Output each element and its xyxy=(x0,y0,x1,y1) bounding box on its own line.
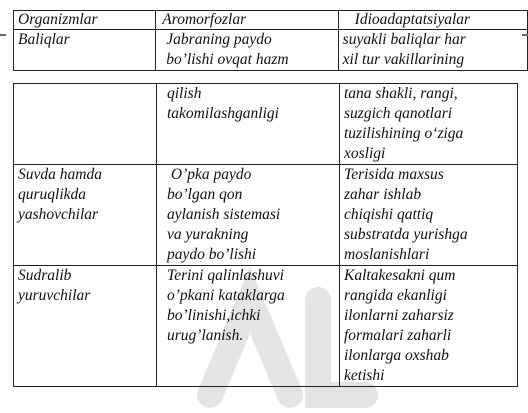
fish-idioadaptation-cell xyxy=(338,30,527,71)
header-aromorphoses: Aromorfozlar xyxy=(156,11,338,30)
reptiles-aromorphosis-cell xyxy=(157,266,340,387)
header-organisms: Organizmlar xyxy=(14,11,156,30)
text-line: formalari zaharli xyxy=(344,327,452,344)
fish-row xyxy=(14,30,528,71)
reptiles-idioadaptation-cell xyxy=(340,266,518,387)
amphibians-aromorphosis-cell xyxy=(157,165,340,266)
text-line: suyakli baliqlar har xyxy=(342,31,466,48)
text-line: suzgich qanotlari xyxy=(344,105,453,122)
fish-organism-cell xyxy=(14,30,156,71)
text-line: bo’lishi ovqat hazm xyxy=(166,51,289,68)
text-line: Terisida maxsus xyxy=(344,166,444,183)
continuation-aromorphosis-cell xyxy=(157,84,340,165)
text-line: yashovchilar xyxy=(18,206,99,223)
text-line: urug’lanish. xyxy=(167,327,244,344)
text-line: zahar ishlab xyxy=(344,186,422,203)
text-line: va yurakning xyxy=(167,226,249,243)
fish-continuation-row xyxy=(14,84,518,165)
text-line: substratda yurishga xyxy=(344,226,468,243)
text-line: Jabraning paydo xyxy=(166,31,272,48)
fish-aromorphosis-cell xyxy=(156,30,338,71)
text-line: yuruvchilar xyxy=(18,287,91,304)
text-line: moslanishlari xyxy=(344,246,430,263)
text-line: chiqishi qattiq xyxy=(344,206,434,223)
fish-organism-label: Baliqlar xyxy=(18,31,70,48)
text-line: rangida ekanligi xyxy=(344,287,447,304)
amphibians-row xyxy=(14,165,518,266)
text-line: takomilashganligi xyxy=(167,105,279,122)
reptiles-row xyxy=(14,266,518,387)
text-line: ketishi xyxy=(344,367,385,384)
header-row xyxy=(14,11,528,30)
text-line: Terini qalinlashuvi xyxy=(167,267,284,284)
top-table-fragment xyxy=(13,10,528,71)
main-table xyxy=(13,83,518,387)
text-line: xil tur vakillarining xyxy=(342,51,465,68)
right-edge-dash xyxy=(522,34,528,36)
reptiles-organism-cell xyxy=(14,266,157,387)
text-line: Sudralib xyxy=(18,267,72,284)
text-line: quruqlikda xyxy=(18,186,87,203)
text-line: tana shakli, rangi, xyxy=(344,85,458,102)
text-line: Suvda hamda xyxy=(18,166,102,183)
text-line: paydo bo’lishi xyxy=(167,246,257,263)
text-line: bo’lgan qon xyxy=(167,186,243,203)
continuation-organism-cell xyxy=(14,84,157,165)
text-line: bo’linishi,ichki xyxy=(167,307,261,324)
text-line: O’pka paydo xyxy=(167,166,252,183)
text-line: ilonlarga oxshab xyxy=(344,347,449,364)
text-line: xosligi xyxy=(344,145,386,162)
left-edge-dash xyxy=(0,34,6,36)
text-line: tuzilishining o‘ziga xyxy=(344,125,464,142)
text-line: Kaltakesakni qum xyxy=(344,267,456,284)
text-line: qilish xyxy=(167,85,202,102)
amphibians-idioadaptation-cell xyxy=(340,165,518,266)
text-line: o’pkani kataklarga xyxy=(167,287,285,304)
header-idioadaptations: Idioadaptatsiyalar xyxy=(338,11,527,30)
text-line: ilonlarni zaharsiz xyxy=(344,307,454,324)
amphibians-organism-cell xyxy=(14,165,157,266)
continuation-idioadaptation-cell xyxy=(340,84,518,165)
text-line: aylanish sistemasi xyxy=(167,206,281,223)
